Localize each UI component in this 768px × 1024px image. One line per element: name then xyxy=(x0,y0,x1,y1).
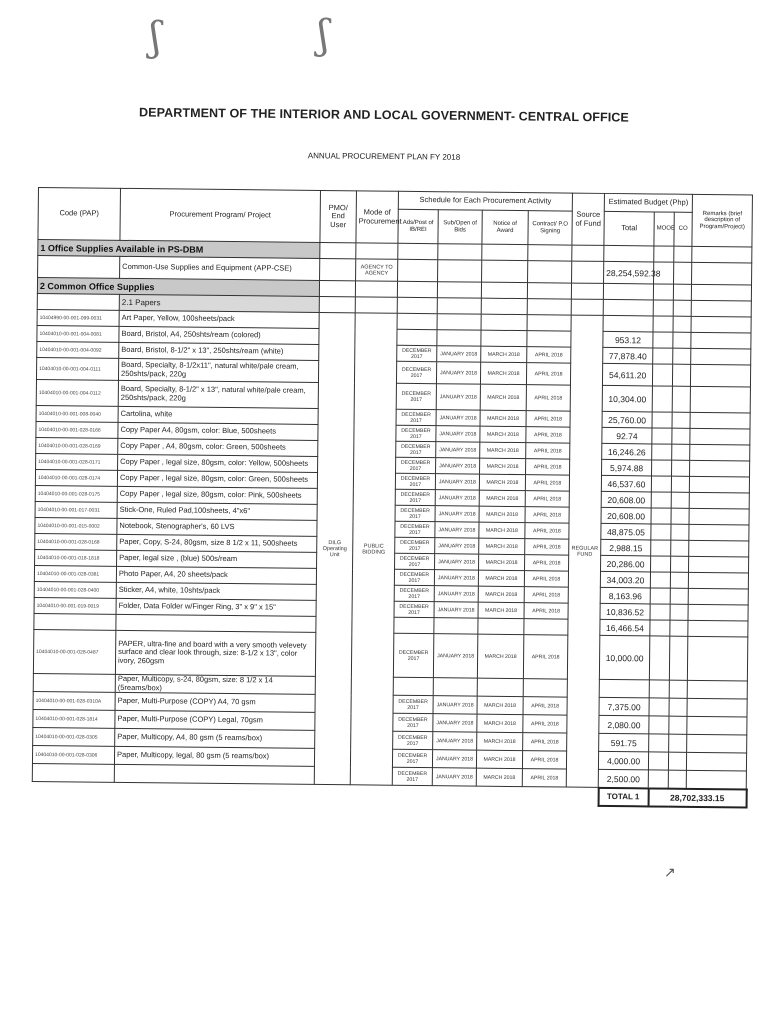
pmo-end-user: DILG Operating Unit xyxy=(314,312,355,785)
schedule-contract: APRIL 2018 xyxy=(525,523,569,539)
col-mooe: MOOE xyxy=(654,212,674,246)
row-description xyxy=(114,765,314,785)
row-code: 10404010-00-001-028-1814 xyxy=(33,710,115,729)
schedule-notice: MARCH 2018 xyxy=(477,732,523,750)
empty-cell xyxy=(687,717,747,736)
empty-cell xyxy=(672,460,690,476)
schedule-notice xyxy=(477,678,523,697)
schedule-ads: DECEMBER 2017 xyxy=(396,425,436,441)
source-of-fund: REGULAR FUND xyxy=(566,315,603,788)
schedule-ads: DECEMBER 2017 xyxy=(392,767,432,785)
schedule-notice xyxy=(481,330,527,346)
schedule-ads xyxy=(397,329,437,345)
empty-cell xyxy=(650,604,670,620)
schedule-sub: JANUARY 2018 xyxy=(436,384,480,410)
schedule-sub: JANUARY 2018 xyxy=(435,506,479,522)
col-contract: Contract/ P.O Signing xyxy=(528,211,572,245)
schedule-sub xyxy=(437,314,481,330)
col-pmo: PMO/ End User xyxy=(320,190,357,242)
row-code: 10404010-00-001-028-0169 xyxy=(36,437,118,454)
schedule-ads: DECEMBER 2017 xyxy=(396,441,436,457)
empty-cell xyxy=(652,364,672,386)
row-total: 16,246.26 xyxy=(602,443,652,460)
row-total: 92.74 xyxy=(602,427,652,444)
schedule-contract: APRIL 2018 xyxy=(523,715,567,733)
empty-cell xyxy=(687,753,747,772)
schedule-ads xyxy=(393,677,433,696)
row-description: Copy Paper , legal size, 80gsm, color: Yellow, 500sheets xyxy=(118,454,318,472)
schedule-ads: DECEMBER 2017 xyxy=(394,601,434,617)
row-total: 77,878.40 xyxy=(603,347,653,364)
empty-cell xyxy=(690,444,750,461)
table-body xyxy=(32,240,752,790)
schedule-notice: MARCH 2018 xyxy=(479,490,525,506)
schedule-sub xyxy=(434,618,478,634)
schedule-contract: APRIL 2018 xyxy=(525,539,569,555)
empty-cell xyxy=(653,316,673,332)
section-heading: 2 Common Office Supplies xyxy=(37,278,319,297)
empty-cell xyxy=(650,588,670,604)
schedule-ads: DECEMBER 2017 xyxy=(396,457,436,473)
row-description: Board, Bristol, 8-1/2" x 13", 250shts/ream (white) xyxy=(119,342,319,360)
schedule-contract: APRIL 2018 xyxy=(525,507,569,523)
row-code: 10404010-00-001-028-0306 xyxy=(32,746,114,765)
empty-cell xyxy=(671,524,689,540)
row-description: Copy Paper , A4, 80gsm, color: Green, 500sheets xyxy=(118,438,318,456)
empty-cell xyxy=(691,316,751,333)
schedule-ads: DECEMBER 2017 xyxy=(395,505,435,521)
empty-cell xyxy=(689,476,749,493)
schedule-ads: DECEMBER 2017 xyxy=(396,361,436,383)
schedule-notice: MARCH 2018 xyxy=(480,410,526,426)
row-code: 10404010-00-001-004-0092 xyxy=(37,341,119,358)
schedule-contract: APRIL 2018 xyxy=(526,459,570,475)
empty-cell xyxy=(687,680,747,699)
row-total: 54,611.20 xyxy=(603,363,653,386)
empty-cell xyxy=(687,636,747,681)
row-description: Paper, Multicopy, s-24, 80gsm, size: 8 1/2 x 14 (5reams/box) xyxy=(115,674,315,694)
empty-cell xyxy=(651,492,671,508)
schedule-notice: MARCH 2018 xyxy=(479,522,525,538)
row-total xyxy=(603,315,653,332)
schedule-notice: MARCH 2018 xyxy=(479,554,525,570)
row-total: 2,500.00 xyxy=(598,770,648,789)
empty-cell xyxy=(671,556,689,572)
empty-cell xyxy=(652,444,672,460)
schedule-sub: JANUARY 2018 xyxy=(434,570,478,586)
list-item-description: Common-Use Supplies and Equipment (APP-CSE) xyxy=(120,256,320,280)
empty-cell xyxy=(651,476,671,492)
row-description: Board, Specialty, 8-1/2x11", natural white/pale cream, 250shts/pack, 220g xyxy=(118,358,318,382)
row-code: 10404010-00-001-004-0111 xyxy=(36,357,118,380)
row-description: Paper, Multi-Purpose (COPY) A4, 70 gsm xyxy=(115,693,315,713)
row-total: 591.75 xyxy=(599,734,649,753)
schedule-ads: DECEMBER 2017 xyxy=(394,569,434,585)
row-code: 10404990-00-001-099-0031 xyxy=(37,309,119,326)
empty-cell xyxy=(691,332,751,349)
procurement-table xyxy=(32,187,754,808)
row-total: 20,286.00 xyxy=(601,555,651,572)
row-total: 7,375.00 xyxy=(599,698,649,717)
schedule-notice: MARCH 2018 xyxy=(476,768,522,786)
schedule-notice: MARCH 2018 xyxy=(480,442,526,458)
row-total: 953.12 xyxy=(603,331,653,348)
row-code: 10404010-00-001-028-0487 xyxy=(33,629,115,674)
schedule-notice: MARCH 2018 xyxy=(481,346,527,362)
pen-mark: ↗ xyxy=(664,864,676,880)
schedule-contract: APRIL 2018 xyxy=(522,769,566,787)
row-description: Art Paper, Yellow, 100sheets/pack xyxy=(119,310,319,328)
schedule-notice: MARCH 2018 xyxy=(480,458,526,474)
row-code: 10404010-00-001-028-0381 xyxy=(34,565,116,582)
row-total: 8,163.96 xyxy=(600,587,650,604)
empty-cell xyxy=(669,716,687,734)
empty-cell xyxy=(689,492,749,509)
empty-cell xyxy=(672,386,690,412)
row-code: 10404010-00-001-015-0002 xyxy=(35,517,117,534)
empty-cell xyxy=(648,770,668,788)
empty-cell xyxy=(669,698,687,716)
schedule-contract: APRIL 2018 xyxy=(523,635,568,679)
row-description: Paper, Multicopy, legal, 80 gsm (5 reams/box) xyxy=(114,747,314,767)
mode-cell: AGENCY TO AGENCY xyxy=(356,259,398,281)
empty-cell xyxy=(673,316,691,332)
schedule-notice: MARCH 2018 xyxy=(478,570,524,586)
schedule-sub: JANUARY 2018 xyxy=(433,696,477,714)
schedule-ads: DECEMBER 2017 xyxy=(393,731,433,749)
schedule-contract: APRIL 2018 xyxy=(525,475,569,491)
schedule-notice: MARCH 2018 xyxy=(477,696,523,714)
empty-cell xyxy=(672,444,690,460)
empty-cell xyxy=(672,412,690,428)
mode-of-procurement: PUBLIC BIDDING xyxy=(350,313,397,786)
row-code xyxy=(32,764,114,783)
empty-cell xyxy=(651,556,671,572)
col-total: Total xyxy=(604,211,654,246)
document-title: DEPARTMENT OF THE INTERIOR AND LOCAL GOVERNMENT- CENTRAL OFFICE xyxy=(139,105,629,125)
row-description: Folder, Data Folder w/Finger Ring, 3" x 9" x 15" xyxy=(116,598,316,616)
schedule-notice: MARCH 2018 xyxy=(479,506,525,522)
empty-cell xyxy=(687,699,747,718)
empty-cell xyxy=(671,508,689,524)
schedule-sub: JANUARY 2018 xyxy=(434,586,478,602)
row-description: Paper, legal size , (blue) 500s/ream xyxy=(117,550,317,568)
empty-cell xyxy=(651,540,671,556)
schedule-notice xyxy=(481,314,527,330)
empty-cell xyxy=(687,735,747,754)
empty-cell xyxy=(652,386,672,412)
empty-cell xyxy=(649,716,669,734)
empty-cell xyxy=(688,588,748,605)
subsection-heading: 2.1 Papers xyxy=(119,294,319,312)
schedule-notice: MARCH 2018 xyxy=(479,538,525,554)
empty-cell xyxy=(649,680,669,698)
row-total: 2,988.15 xyxy=(601,539,651,556)
row-description: Board, Specialty, 8-1/2" x 13", natural white/pale cream, 250shts/pack, 220g xyxy=(118,380,318,408)
schedule-ads: DECEMBER 2017 xyxy=(395,489,435,505)
schedule-contract: APRIL 2018 xyxy=(525,491,569,507)
row-description: Copy Paper , legal size, 80gsm, color: Green, 500sheets xyxy=(117,470,317,488)
schedule-ads: DECEMBER 2017 xyxy=(396,383,436,409)
schedule-contract xyxy=(524,619,568,635)
schedule-notice: MARCH 2018 xyxy=(480,426,526,442)
empty-cell xyxy=(688,620,748,637)
schedule-sub: JANUARY 2018 xyxy=(435,490,479,506)
row-description: Photo Paper, A4, 20 sheets/pack xyxy=(116,566,316,584)
schedule-contract: APRIL 2018 xyxy=(523,697,567,715)
empty-cell xyxy=(669,734,687,752)
empty-cell xyxy=(653,332,673,348)
empty-cell xyxy=(668,770,686,788)
row-code: 10404010-00-001-028-0174 xyxy=(35,469,117,486)
schedule-notice: MARCH 2018 xyxy=(477,714,523,732)
empty-cell xyxy=(688,604,748,621)
schedule-ads: DECEMBER 2017 xyxy=(393,695,433,713)
empty-cell xyxy=(649,698,669,716)
row-total: 5,974.88 xyxy=(602,459,652,476)
schedule-sub: JANUARY 2018 xyxy=(437,346,481,362)
schedule-ads: DECEMBER 2017 xyxy=(395,553,435,569)
schedule-contract xyxy=(527,331,571,347)
total-cell: 28,254,592.38 xyxy=(604,261,654,284)
schedule-sub: JANUARY 2018 xyxy=(432,768,476,786)
procurement-plan-sheet xyxy=(32,187,752,808)
col-ads: Ads/Post of IB/REI xyxy=(398,209,438,243)
row-code: 10404010-00-001-004-0112 xyxy=(36,379,118,406)
empty-cell xyxy=(689,508,749,525)
schedule-sub: JANUARY 2018 xyxy=(436,426,480,442)
row-total: 20,608.00 xyxy=(601,507,651,524)
section-heading: 1 Office Supplies Available in PS-DBM xyxy=(38,240,320,259)
col-source: Source of Fund xyxy=(572,193,605,245)
schedule-ads xyxy=(394,617,434,633)
empty-cell xyxy=(648,752,668,770)
empty-cell xyxy=(669,636,687,680)
col-sub: Sub/Open of Bids xyxy=(438,210,482,244)
empty-cell xyxy=(651,524,671,540)
col-budget: Estimated Budget (Php) xyxy=(604,193,692,212)
row-code: 10404010-00-001-028-0166 xyxy=(36,421,118,438)
row-total: 10,000.00 xyxy=(599,635,649,680)
schedule-contract: APRIL 2018 xyxy=(525,555,569,571)
row-code: 10404010-00-001-028-0168 xyxy=(35,533,117,550)
schedule-sub xyxy=(433,678,477,697)
empty-cell xyxy=(671,476,689,492)
schedule-ads xyxy=(397,313,437,329)
empty-cell xyxy=(673,332,691,348)
col-notice: Notice of Award xyxy=(482,210,528,244)
empty-cell xyxy=(670,588,688,604)
schedule-notice: MARCH 2018 xyxy=(476,750,522,768)
row-total: 46,537.60 xyxy=(601,475,651,492)
col-mode: Mode of Procurement xyxy=(356,191,399,243)
col-remarks: Remarks (brief description of Program/Project) xyxy=(692,194,753,247)
row-code: 10404010-00-001-018-1818 xyxy=(35,549,117,566)
empty-cell xyxy=(690,460,750,477)
schedule-contract xyxy=(523,679,567,698)
schedule-contract: APRIL 2018 xyxy=(524,603,568,619)
empty-cell xyxy=(672,428,690,444)
empty-cell xyxy=(689,524,749,541)
schedule-sub: JANUARY 2018 xyxy=(435,474,479,490)
col-program: Procurement Program/ Project xyxy=(120,188,321,242)
row-description: PAPER, ultra-fine and board with a very smooth velevety surface and clear look through, size: 8-1/2 x 13", color ivory, 260gsm xyxy=(115,630,315,676)
schedule-contract: APRIL 2018 xyxy=(526,443,570,459)
row-description: Copy Paper , legal size, 80gsm, color: Pink, 500sheets xyxy=(117,486,317,504)
row-code: 10404010-00-001-028-0305 xyxy=(33,728,115,747)
schedule-contract: APRIL 2018 xyxy=(524,587,568,603)
schedule-notice: MARCH 2018 xyxy=(478,602,524,618)
row-total: 10,304.00 xyxy=(602,385,652,412)
row-code: 10404010-00-001-008-0040 xyxy=(36,405,118,422)
row-description: Board, Bristol, A4, 250shts/ream (colored) xyxy=(119,326,319,344)
row-total: 34,003.20 xyxy=(600,571,650,588)
empty-cell xyxy=(650,572,670,588)
schedule-notice: MARCH 2018 xyxy=(477,634,523,678)
schedule-ads: DECEMBER 2017 xyxy=(393,633,433,677)
empty-cell xyxy=(673,348,691,364)
empty-cell xyxy=(649,636,669,680)
empty-cell xyxy=(691,364,751,387)
empty-cell xyxy=(690,386,750,413)
row-description: Notebook, Stenographer's, 60 LVS xyxy=(117,518,317,536)
schedule-ads: DECEMBER 2017 xyxy=(396,409,436,425)
schedule-notice: MARCH 2018 xyxy=(478,586,524,602)
schedule-sub: JANUARY 2018 xyxy=(436,410,480,426)
empty-cell xyxy=(652,428,672,444)
schedule-sub xyxy=(437,330,481,346)
empty-cell xyxy=(653,348,673,364)
empty-cell xyxy=(670,620,688,636)
col-schedule: Schedule for Each Procurement Activity xyxy=(398,191,572,211)
row-code xyxy=(33,673,115,692)
pen-mark: ʃ xyxy=(150,14,161,60)
row-description: Paper, Copy, S-24, 80gsm, size 8 1/2 x 11, 500sheets xyxy=(117,534,317,552)
schedule-sub: JANUARY 2018 xyxy=(436,458,480,474)
schedule-contract: APRIL 2018 xyxy=(526,363,570,385)
empty-cell xyxy=(652,412,672,428)
schedule-sub: JANUARY 2018 xyxy=(435,538,479,554)
row-total: 25,760.00 xyxy=(602,411,652,428)
schedule-notice: MARCH 2018 xyxy=(480,384,526,410)
empty-cell xyxy=(671,492,689,508)
schedule-ads: DECEMBER 2017 xyxy=(394,585,434,601)
schedule-ads: DECEMBER 2017 xyxy=(397,345,437,361)
schedule-sub: JANUARY 2018 xyxy=(436,362,480,384)
row-code: 10404010-00-001-019-0019 xyxy=(34,597,116,614)
empty-cell xyxy=(689,540,749,557)
col-code: Code (PAP) xyxy=(38,188,121,241)
row-code: 10404010-00-001-028-0310A xyxy=(33,692,115,711)
row-description: Paper, Multi-Purpose (COPY) Legal, 70gsm xyxy=(115,711,315,731)
row-description: Sticker, A4, white, 10shts/pack xyxy=(116,582,316,600)
schedule-ads: DECEMBER 2017 xyxy=(395,473,435,489)
empty-cell xyxy=(688,572,748,589)
schedule-notice: MARCH 2018 xyxy=(479,474,525,490)
empty-cell xyxy=(670,572,688,588)
empty-cell xyxy=(671,540,689,556)
schedule-ads: DECEMBER 2017 xyxy=(395,537,435,553)
row-total: 48,875.05 xyxy=(601,523,651,540)
row-code xyxy=(34,613,116,630)
document-subtitle: ANNUAL PROCUREMENT PLAN FY 2018 xyxy=(307,151,461,162)
empty-cell xyxy=(650,620,670,636)
schedule-contract: APRIL 2018 xyxy=(524,571,568,587)
schedule-sub: JANUARY 2018 xyxy=(432,750,476,768)
empty-cell xyxy=(651,508,671,524)
schedule-contract: APRIL 2018 xyxy=(523,733,567,751)
schedule-sub: JANUARY 2018 xyxy=(433,634,477,678)
row-total: 16,466.54 xyxy=(600,619,650,636)
schedule-notice: MARCH 2018 xyxy=(480,362,526,384)
schedule-contract: APRIL 2018 xyxy=(526,385,570,411)
pen-mark: ʃ xyxy=(318,12,329,58)
schedule-sub: JANUARY 2018 xyxy=(433,732,477,750)
schedule-contract: APRIL 2018 xyxy=(526,427,570,443)
empty-cell xyxy=(686,771,746,790)
grand-total: 28,702,333.15 xyxy=(648,788,746,807)
schedule-contract: APRIL 2018 xyxy=(527,347,571,363)
row-description: Cartolina, white xyxy=(118,406,318,424)
schedule-sub: JANUARY 2018 xyxy=(436,442,480,458)
schedule-contract: APRIL 2018 xyxy=(526,411,570,427)
schedule-sub: JANUARY 2018 xyxy=(433,714,477,732)
schedule-contract xyxy=(527,315,571,331)
row-code: 10404010-00-001-028-0175 xyxy=(35,485,117,502)
empty-cell xyxy=(689,556,749,573)
schedule-ads: DECEMBER 2017 xyxy=(392,749,432,767)
row-total: 20,608.00 xyxy=(601,491,651,508)
empty-cell xyxy=(652,460,672,476)
empty-cell xyxy=(691,348,751,365)
empty-cell xyxy=(672,364,690,386)
empty-cell xyxy=(668,752,686,770)
row-code: 10404010-00-001-028-0400 xyxy=(34,581,116,598)
empty-cell xyxy=(690,428,750,445)
schedule-contract: APRIL 2018 xyxy=(522,751,566,769)
empty-cell xyxy=(669,680,687,698)
row-description: Stick-One, Ruled Pad,100sheets, 4"x6" xyxy=(117,502,317,520)
schedule-sub: JANUARY 2018 xyxy=(435,522,479,538)
empty-cell xyxy=(649,734,669,752)
schedule-ads: DECEMBER 2017 xyxy=(395,521,435,537)
row-code: 10404010-00-001-028-0171 xyxy=(36,453,118,470)
schedule-sub: JANUARY 2018 xyxy=(435,554,479,570)
row-total: 2,080.00 xyxy=(599,716,649,735)
col-co: CO xyxy=(674,212,692,246)
schedule-sub: JANUARY 2018 xyxy=(434,602,478,618)
row-total xyxy=(599,679,649,698)
row-total: 10,836.52 xyxy=(600,603,650,620)
empty-cell xyxy=(690,412,750,429)
row-description: Copy Paper A4, 80gsm, color: Blue, 500sheets xyxy=(118,422,318,440)
row-total: 4,000.00 xyxy=(598,752,648,771)
schedule-ads: DECEMBER 2017 xyxy=(393,713,433,731)
row-code: 10404010-00-001-017-0031 xyxy=(35,501,117,518)
row-description: Paper, Multicopy, A4, 80 gsm (5 reams/box) xyxy=(115,729,315,749)
row-code: 10404010-00-001-004-0081 xyxy=(37,325,119,342)
schedule-notice xyxy=(478,618,524,634)
total-label: TOTAL 1 xyxy=(598,788,648,807)
empty-cell xyxy=(670,604,688,620)
